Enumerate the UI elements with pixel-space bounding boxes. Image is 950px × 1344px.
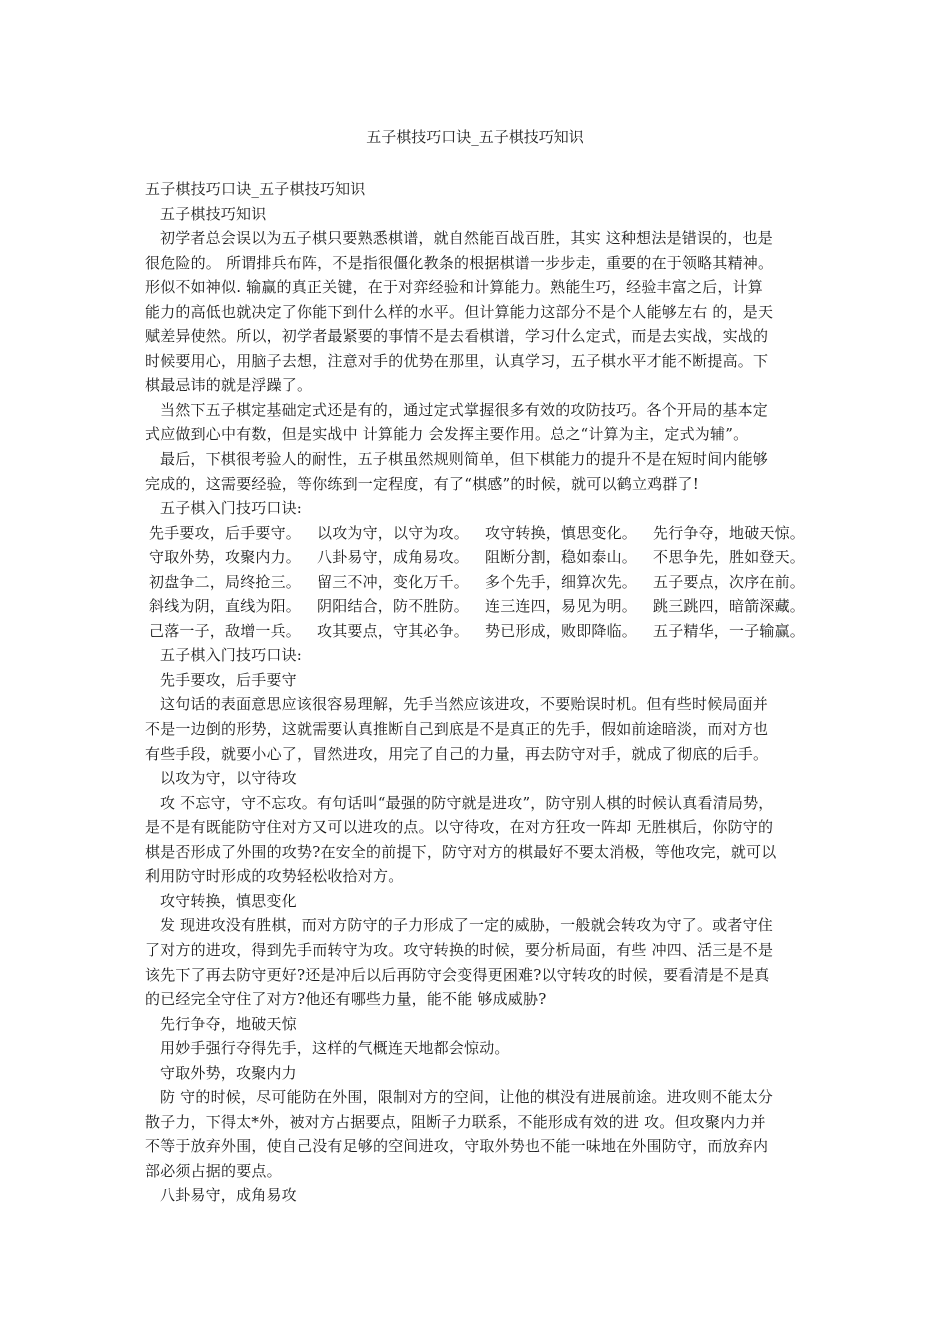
text-line: 防 守的时候，尽可能防在外围，限制对方的空间，让他的棋没有进展前途。进攻则不能太分 — [160, 1088, 773, 1107]
text-line: 利用防守时形成的攻势轻松收拾对方。 — [145, 867, 404, 886]
rhyme-phrase: 守取外势，攻聚内力。 — [149, 548, 302, 567]
text-line: 棋最忌讳的就是浮躁了。 — [145, 376, 313, 395]
text-line: 形似不如神似. 输赢的真正关键，在于对弈经验和计算能力。熟能生巧，经验丰富之后，计算 — [145, 278, 763, 297]
text-line: 的已经完全守住了对方?他还有哪些力量，能不能 够成威胁? — [145, 990, 547, 1009]
rhyme-phrase: 攻守转换，慎思变化。 — [485, 523, 638, 542]
rhyme-phrase: 攻其要点，守其必争。 — [317, 621, 470, 640]
text-line: 攻 不忘守，守不忘攻。有句话叫“最强的防守就是进攻”，防守别人棋的时候认真看清局势， — [160, 793, 774, 812]
text-line: 时候要用心，用脑子去想，注意对手的优势在那里，认真学习，五子棋水平才能不断提高。下 — [145, 351, 769, 370]
text-line: 守取外势，攻聚内力 — [160, 1063, 297, 1082]
text-line: 能力的高低也就决定了你能下到什么样的水平。但计算能力这部分不是个人能够左右 的，是天 — [145, 302, 774, 321]
text-line: 先手要攻，后手要守 — [160, 670, 297, 689]
text-line: 五子棋技巧知识 — [160, 204, 267, 223]
rhyme-phrase: 阴阳结合，防不胜防。 — [317, 597, 470, 616]
text-line: 部必须占据的要点。 — [145, 1161, 282, 1180]
text-line: 最后，下棋很考验人的耐性，五子棋虽然规则简单，但下棋能力的提升不是在短时间内能够 — [160, 450, 769, 469]
rhyme-phrase: 先行争夺，地破天惊。 — [653, 523, 806, 542]
text-line: 八卦易守，成角易攻 — [160, 1186, 297, 1205]
rhyme-row — [145, 521, 815, 546]
text-line: 不是一边倒的形势，这就需要认真推断自己到底是不是真正的先手，假如前途暗淡，而对方也 — [145, 720, 769, 739]
text-line: 五子棋技巧口诀_五子棋技巧知识 — [145, 180, 366, 198]
text-line: 散子力，下得太*外，被对方占据要点，阻断子力联系，不能形成有效的进 攻。但攻聚内力并 — [145, 1112, 766, 1131]
text-line: 不等于放弃外围，使自己没有足够的空间进攻，守取外势也不能一味地在外围防守，而放弃内 — [145, 1137, 769, 1156]
rhyme-phrase: 多个先手，细算次先。 — [485, 572, 638, 591]
text-line: 棋是否形成了外围的攻势?在安全的前提下，防守对方的棋最好不要太消极，等他攻完，就可以 — [145, 842, 777, 861]
rhyme-phrase: 留三不冲，变化万千。 — [317, 572, 470, 591]
rhyme-phrase: 己落一子，敌增一兵。 — [149, 621, 302, 640]
text-line: 赋差异使然。所以，初学者最紧要的事情不是去看棋谱，学习什么定式，而是去实战，实战的 — [145, 327, 769, 346]
intro-section — [145, 177, 815, 521]
rhyme-row — [145, 594, 815, 619]
text-line: 初学者总会误以为五子棋只要熟悉棋谱，就自然能百战百胜，其实 这种想法是错误的，也是 — [160, 229, 773, 248]
text-line: 式应做到心中有数，但是实战中 计算能力 会发挥主要作用。总之“计算为主，定式为辅”。 — [145, 425, 749, 444]
rhyme-phrase: 八卦易守，成角易攻。 — [317, 548, 470, 567]
text-line: 这句话的表面意思应该很容易理解，先手当然应该进攻，不要贻误时机。但有些时候局面并 — [160, 695, 769, 714]
text-line: 攻守转换，慎思变化 — [160, 891, 297, 910]
text-line: 完成的，这需要经验，等你练到一定程度，有了“棋感”的时候，就可以鹤立鸡群了! — [145, 474, 699, 493]
text-line: 五子棋入门技巧口诀: — [160, 499, 303, 518]
rhyme-row — [145, 619, 815, 644]
rhyme-phrase: 阻断分割，稳如泰山。 — [485, 548, 638, 567]
rhyme-phrase: 连三连四，易见为明。 — [485, 597, 638, 616]
text-line: 该先下了再去防守更好?还是冲后以后再防守会变得更困难?以守转攻的时候，要看清是不是真 — [145, 965, 770, 984]
text-line: 有些手段，就要小心了，冒然进攻，用完了自己的力量，再去防守对手，就成了彻底的后手。 — [145, 744, 769, 763]
rhyme-phrase: 先手要攻，后手要守。 — [149, 523, 302, 542]
text-line: 以攻为守，以守待攻 — [160, 769, 297, 788]
rhyme-row — [145, 545, 815, 570]
rhyme-table — [145, 521, 815, 644]
rhyme-phrase: 初盘争二，局终抢三。 — [149, 572, 302, 591]
document-title: 五子棋技巧口诀_五子棋技巧知识 — [366, 128, 584, 146]
text-line: 五子棋入门技巧口诀: — [160, 646, 303, 665]
text-line: 了对方的进攻，得到先手而转守为攻。攻守转换的时候，要分析局面，有些 冲四、活三是不是 — [145, 940, 774, 959]
text-line: 用妙手强行夺得先手，这样的气概连天地都会惊动。 — [160, 1039, 510, 1058]
rhyme-phrase: 不思争先，胜如登天。 — [653, 548, 806, 567]
explanation-section — [145, 643, 815, 1208]
rhyme-phrase: 斜线为阴，直线为阳。 — [149, 597, 302, 616]
rhyme-phrase: 势已形成，败即降临。 — [485, 621, 638, 640]
rhyme-phrase: 五子精华，一子输赢。 — [653, 621, 806, 640]
text-line: 先行争夺，地破天惊 — [160, 1014, 297, 1033]
rhyme-phrase: 以攻为守，以守为攻。 — [317, 523, 470, 542]
text-line: 是不是有既能防守住对方又可以进攻的点。以守待攻，在对方狂攻一阵却 无胜棋后，你防守的 — [145, 818, 774, 837]
text-line: 当然下五子棋定基础定式还是有的，通过定式掌握很多有效的攻防技巧。各个开局的基本定 — [160, 400, 769, 419]
rhyme-phrase: 跳三跳四，暗箭深藏。 — [653, 597, 806, 616]
rhyme-row — [145, 570, 815, 595]
rhyme-phrase: 五子要点，次序在前。 — [653, 572, 806, 591]
text-line: 很危险的。 所谓排兵布阵，不是指很僵化教条的根据棋谱一步步走，重要的在于领略其精神。 — [145, 253, 774, 272]
document-body — [145, 177, 815, 1208]
text-line: 发 现进攻没有胜棋，而对方防守的子力形成了一定的威胁，一般就会转攻为守了。或者守住 — [160, 916, 773, 935]
